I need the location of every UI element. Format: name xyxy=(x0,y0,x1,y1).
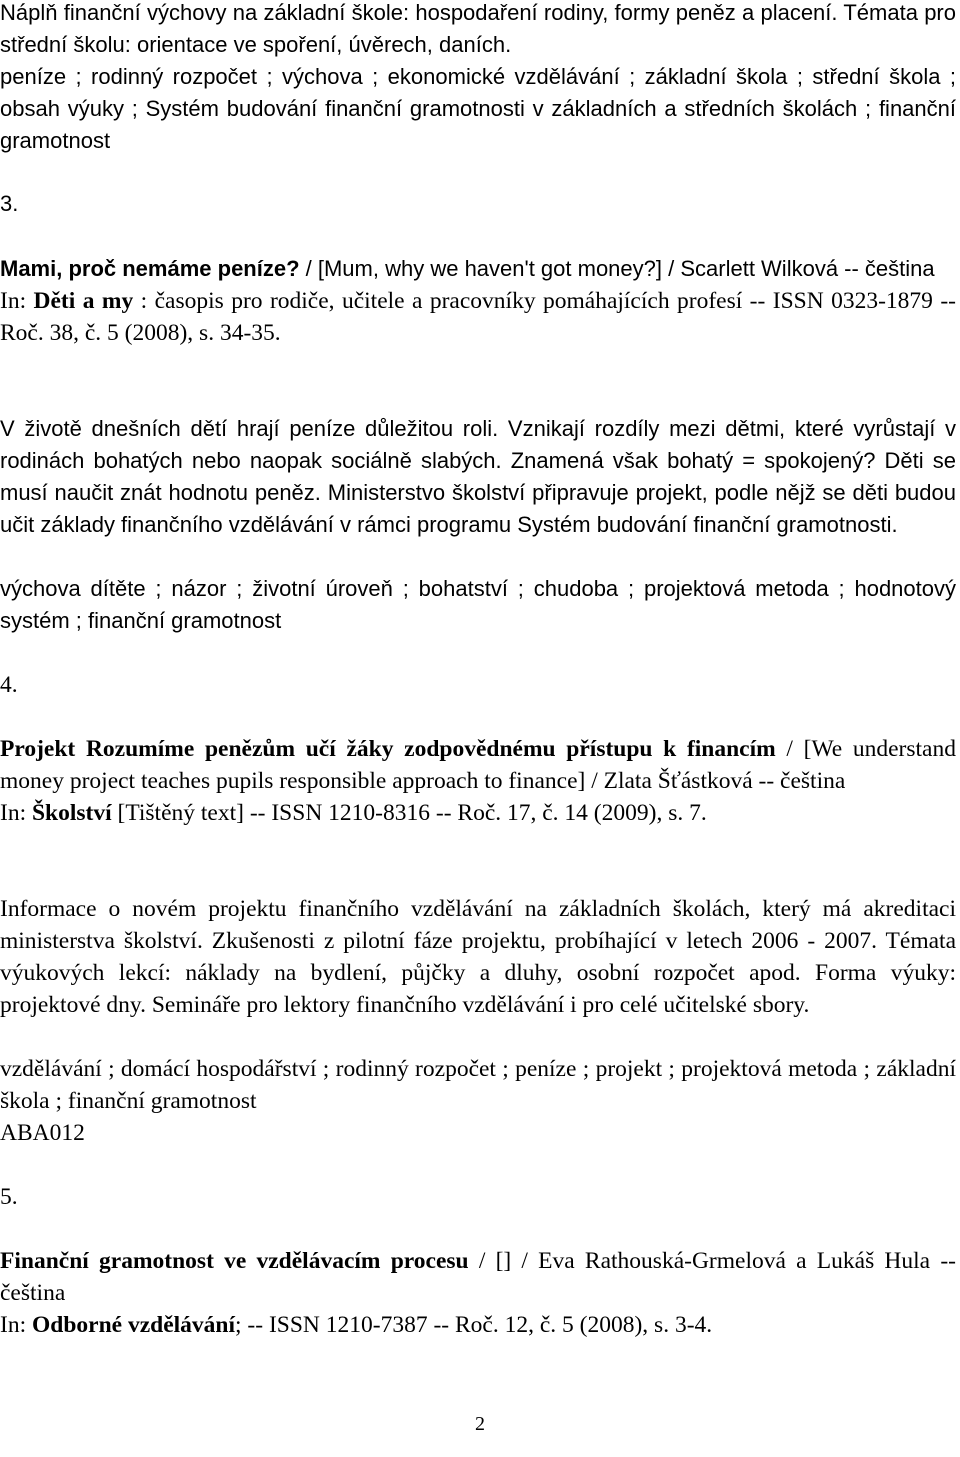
citation-entry-4 xyxy=(0,733,956,829)
keywords-text: peníze ; rodinný rozpočet ; výchova ; ekonomické vzdělávání ; základní škola ; střední škola ; obsah výuky ; Systém budování finanční gramotnosti v základních a středních školách ; finanční gramotnost xyxy=(0,64,956,153)
entry-number: 5. xyxy=(0,1184,18,1210)
entry-number: 4. xyxy=(0,672,18,698)
source-title: Odborné vzdělávání xyxy=(31,1312,236,1338)
source-line xyxy=(0,1309,956,1341)
citation-entry-5 xyxy=(0,1245,956,1341)
article-details: / [Mum, why we haven't got money?] / Scarlett Wilková -- čeština xyxy=(299,256,935,281)
source-details: ; -- ISSN 1210-7387 -- Roč. 12, č. 5 (2008), s. 3-4. xyxy=(235,1312,713,1338)
source-line xyxy=(0,285,956,349)
source-title: Děti a my xyxy=(33,288,134,314)
page-number: 2 xyxy=(475,1413,485,1435)
keywords-text: vzdělávání ; domácí hospodářství ; rodinný rozpočet ; peníze ; projekt ; projektová metoda ; základní škola ; finanční gramotnost xyxy=(0,1056,956,1114)
source-details: : časopis pro rodiče, učitele a pracovníky pomáhajících profesí -- ISSN 0323-1879 -- Roč. 38, č. 5 (2008), s. 34-35. xyxy=(0,288,956,346)
article-title: Finanční gramotnost ve vzdělávacím procesu xyxy=(0,1248,469,1274)
in-prefix: In: xyxy=(0,288,34,314)
article-details: / [] / Eva Rathouská-Grmelová a Lukáš Hula -- čeština xyxy=(0,1248,956,1306)
citation-line xyxy=(0,1245,956,1309)
source-line xyxy=(0,797,956,829)
source-title: Školství xyxy=(31,800,112,826)
in-prefix: In: xyxy=(0,1312,32,1338)
article-title: Projekt Rozumíme penězům učí žáky zodpovědnému přístupu k financím xyxy=(0,736,776,762)
in-prefix: In: xyxy=(0,800,32,826)
classification-code: ABA012 xyxy=(0,1120,85,1146)
article-details: / [We understand money project teaches pupils responsible approach to finance] / Zlata Šťástková -- čeština xyxy=(0,736,956,794)
entry-number: 3. xyxy=(0,191,19,216)
abstract-text: Náplň finanční výchovy na základní škole: hospodaření rodiny, formy peněz a placení. Témata pro střední školu: orientace ve spoření, úvěrech, daních. xyxy=(0,0,956,57)
citation-entry-3 xyxy=(0,253,956,349)
citation-line xyxy=(0,253,956,285)
source-details: [Tištěný text] -- ISSN 1210-8316 -- Roč. 17, č. 14 (2009), s. 7. xyxy=(111,800,707,826)
citation-line xyxy=(0,733,956,797)
abstract-text: V životě dnešních dětí hrají peníze důležitou roli. Vznikají rozdíly mezi dětmi, které vyrůstají v rodinách bohatých nebo naopak sociálně slabých. Znamená však bohatý = spokojený? Děti se musí naučit znát hodnotu peněz. Ministerstvo školství připravuje projekt, podle nějž se děti budou učit základy finančního vzdělávání v rámci programu Systém budování finanční gramotnosti. xyxy=(0,416,956,537)
article-title: Mami, proč nemáme peníze? xyxy=(0,256,300,281)
abstract-text: Informace o novém projektu finančního vzdělávání na základních školách, který má akreditaci ministerstva školství. Zkušenosti z pilotní fáze projektu, probíhající v letech 2006 - 2007. Témata výukových lekcí: náklady na bydlení, půjčky a dluhy, osobní rozpočet apod. Forma výuky: projektové dny. Semináře pro lektory finančního vzdělávání i pro celé učitelské sbory. xyxy=(0,896,956,1018)
keywords-text: výchova dítěte ; názor ; životní úroveň ; bohatství ; chudoba ; projektová metoda ; hodnotový systém ; finanční gramotnost xyxy=(0,576,956,633)
